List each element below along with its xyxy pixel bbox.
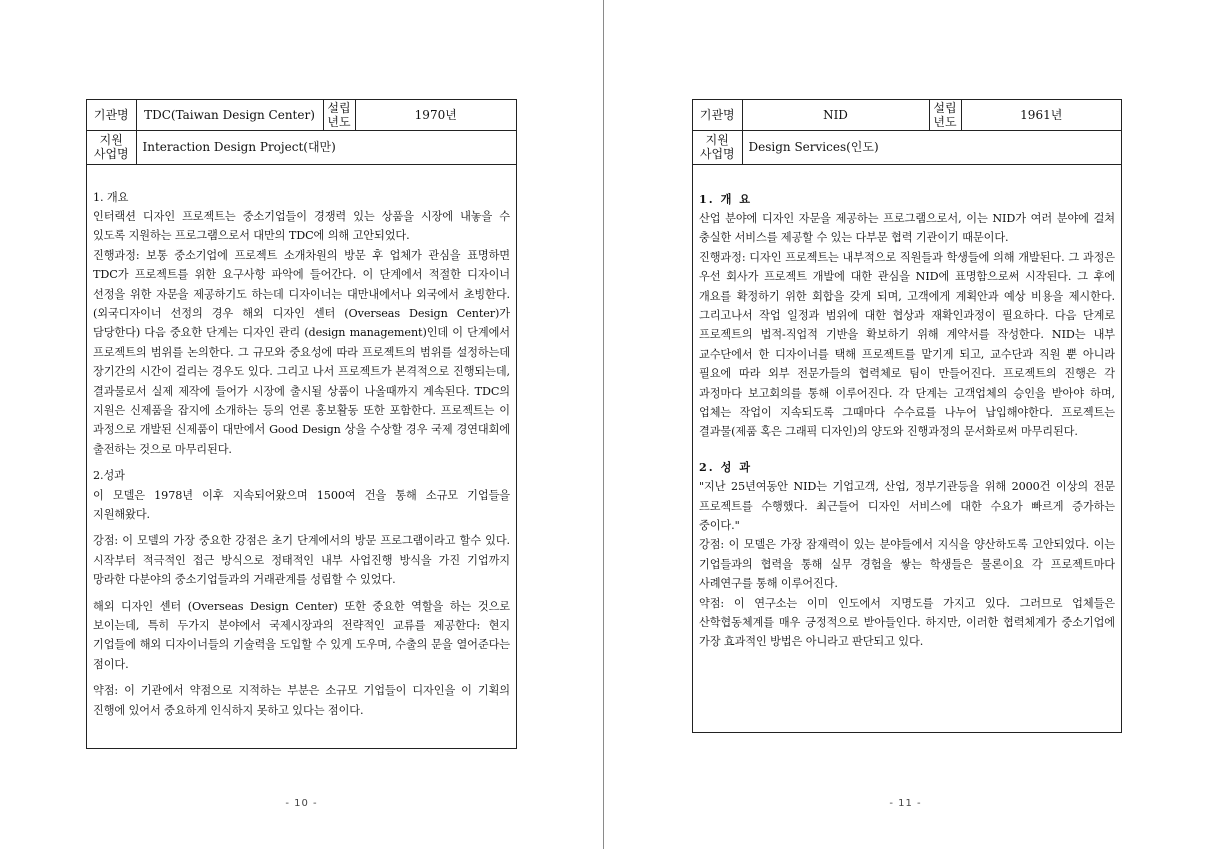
project-value: Interaction Design Project(대만) [136, 130, 516, 164]
year-value: 1961년 [961, 100, 1121, 130]
paragraph: "지난 25년여동안 NID는 기업고객, 산업, 정부기관등을 위해 2000건 이상의 전문 프로젝트를 수행했다. 최근들어 디자인 서비스에 대한 수요가 빠르게 증가하는 중이다." [699, 480, 1115, 532]
org-value: TDC(Taiwan Design Center) [136, 100, 323, 130]
paragraph: 진행과정: 보통 중소기업에 프로젝트 소개차원의 방문 후 업체가 관심을 표명하면 TDC가 프로젝트를 위한 요구사항 파악에 들어간다. 이 단계에서 적절한 디자이너 선정을 위한 자문을 제공하기도 하는데 디자이너는 대만내에서나 외국에서 초빙한다. (외국디자이너 선정의 경우 해외 디자인 센터 (Overseas Design Center)가 담당한다) 다음 중요한 단계는 디자인 관리 (design management)인데 이 단계에서 프로젝트의 범위를 논의한다. 그 규모와 중요성에 따라 프로젝트의 범위를 설정하는데 장기간의 시간이 걸리는 경우도 있다. 그리고 나서 프로젝트가 본격적으로 진행되는데, 결과물로서 실제 제작에 들어가 시장에 출시될 상품이 나올때까지 계속된다. TDC의 지원은 신제품을 잡지에 소개하는 등의 언론 홍보활동 또한 포함한다. 프로젝트는 이 과정으로 개발된 신제품이 대만에서 Good Design 상을 수상할 경우 국제 경연대회에 출전하는 것으로 마무리된다. [93, 248, 510, 456]
year-value: 1970년 [355, 100, 516, 130]
section-heading: 1. 개 요 [699, 191, 753, 206]
org-label: 기관명 [87, 100, 136, 130]
paragraph: 진행과정: 디자인 프로젝트는 내부적으로 직원들과 학생들에 의해 개발된다. 그 과정은 우선 회사가 프로젝트 개발에 대한 관심을 NID에 표명함으로써 시작된다. 그 후에 개요를 확정하기 위한 회합을 갖게 되며, 고객에게 계획안과 예상 비용을 제시한다. 그리고나서 작업 일정과 범위에 대한 협상과 재확인과정이 필요하다. 다음 단계로 프로젝트의 법적-직업적 기반을 확보하기 위해 계약서를 작성한다. NID는 내부 교수단에서 한 디자이너를 택해 프로젝트를 맡기게 되고, 교수단과 직원 뿐 아니라 필요에 따라 외부 전문가들의 협력체로 팀이 만들어진다. 프로젝트의 진행은 각 과정마다 보고회의를 통해 이루어진다. 각 단계는 고객업체의 승인을 받아야 하며, 업체는 작업이 지속되도록 그때마다 수수료를 나누어 납입해야한다. 프로젝트는 결과물(제품 혹은 그래픽 디자인)의 양도와 진행과정의 문서화로써 마무리된다. [699, 250, 1115, 439]
project-label: 지원 사업명 [87, 130, 136, 164]
page-number: - 10 - [285, 798, 318, 809]
paragraph: 약점: 이 기관에서 약점으로 지적하는 부분은 소규모 기업들이 디자인을 이 기획의 진행에 있어서 중요하게 인식하지 못하고 있다는 점이다. [93, 684, 510, 717]
paragraph: 인터랙션 디자인 프로젝트는 중소기업들이 경쟁력 있는 상품을 시장에 내놓을 수 있도록 지원하는 프로그램으로서 대만의 TDC에 의해 고안되었다. [93, 209, 510, 243]
page-11 [604, 0, 1206, 849]
section-heading: 2.성과 [93, 469, 125, 483]
info-box [86, 99, 517, 749]
year-label: 설립 년도 [929, 100, 961, 130]
body-text [87, 165, 516, 721]
section-heading: 1. 개요 [93, 190, 129, 204]
org-value: NID [742, 100, 929, 130]
info-box [692, 99, 1122, 733]
paragraph: 산업 분야에 디자인 자문을 제공하는 프로그램으로서, 이는 NID가 여러 분야에 걸쳐 충실한 서비스를 제공할 수 있는 다부문 협력 기관이기 때문이다. [699, 211, 1115, 245]
paragraph: 강점: 이 모델의 가장 중요한 강점은 초기 단계에서의 방문 프로그램이라고 할수 있다. 시작부터 적극적인 접근 방식으로 정태적인 내부 사업진행 방식을 가진 기업까지 망라한 다분야의 중소기업들과의 거래관계를 성립할 수 있었다. [93, 534, 510, 587]
paragraph: 강점: 이 모델은 가장 잠재력이 있는 분야들에서 지식을 양산하도록 고안되었다. 이는 기업들과의 협력을 통해 실무 경험을 쌓는 학생들은 물론이요 각 프로젝트마다 사례연구를 통해 이루어진다. [699, 538, 1115, 591]
project-label: 지원 사업명 [693, 130, 742, 164]
header-table [693, 100, 1121, 165]
paragraph: 약점: 이 연구소는 이미 인도에서 지명도를 가지고 있다. 그러므로 업체들은 산학협동체계를 매우 긍정적으로 받아들인다. 하지만, 이러한 협력체계가 중소기업에 가장 효과적인 방법은 아니라고 판단되고 있다. [699, 596, 1115, 649]
body-text [693, 165, 1121, 652]
paragraph: 이 모델은 1978년 이후 지속되어왔으며 1500여 건을 통해 소규모 기업들을 지원해왔다. [93, 488, 510, 521]
section-heading: 2. 성 과 [699, 459, 753, 474]
page-number: - 11 - [889, 798, 922, 809]
header-table [87, 100, 516, 165]
project-value: Design Services(인도) [742, 130, 1121, 164]
paragraph: 해외 디자인 센터 (Overseas Design Center) 또한 중요한 역할을 하는 것으로 보이는데, 특히 두가지 분야에서 국제시장과의 전략적인 교류를 제공한다: 현지 기업들에 해외 디자이너들의 기술력을 도입할 수 있게 도우며, 수출의 문을 열어준다는 점이다. [93, 599, 510, 671]
org-label: 기관명 [693, 100, 742, 130]
year-label: 설립 년도 [323, 100, 355, 130]
